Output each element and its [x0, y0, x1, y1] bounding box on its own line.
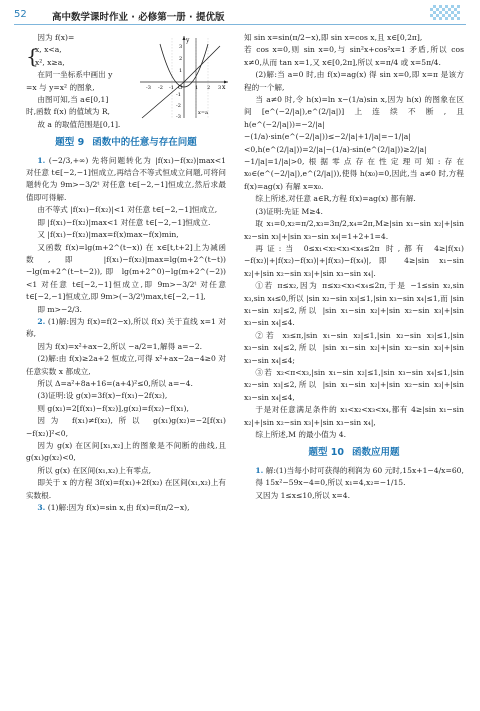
answer-paragraph: 于是对任意满足条件的 x₁<x₂<x₃<x₄,都有 4≥|sin x₁−sin x₂|+|sin x₂−sin x₃|+|sin x₃−sin x₄|,: [244, 405, 464, 427]
answer-paragraph: 取 x₁=0,x₂=π/2,x₃=3π/2,x₄=2π,M≥|sin x₁−sin x₂|+|sin x₂−sin x₃|+|sin x₃−sin x₄|=1+2+1=4.: [244, 219, 464, 241]
answer-text: (1)解:因为 f(x)=f(2−x),所以 f(x) 关于直线 x=1 对称,: [26, 316, 227, 339]
y-tick-label: 2: [179, 56, 183, 62]
answer-paragraph: ①若 π≤x₂,因为 π≤x₂<x₃<x₄≤2π,于是 −1≤sin x₂,sin x₃,sin x₄≤0,所以 |sin x₂−sin x₃|≤1,|sin x₃−sin x₄|≤1,而 |sin x₁−sin x₂|≤2,所以 |sin x₁−sin x₂|+|sin x₂−sin x₃|+|sin x₃−sin x₄|≤4.: [244, 281, 464, 328]
answer-paragraph: 又 |f(x₁)−f(x₂)|max=f(x)max−f(x)min,: [37, 230, 179, 240]
text-line: 因为 f(x)=: [37, 33, 75, 42]
question-number: 1.: [255, 465, 264, 475]
answer-paragraph: ③若 x₂<π<x₃,|sin x₁−sin x₂|≤1,|sin x₃−sin x₄|≤1,|sin x₂−sin x₃|≤2,所以 |sin x₁−sin x₂|+|sin x₂−sin x₃|+|sin x₃−sin x₄|≤4,: [244, 367, 464, 402]
text-line: 时,函数 f(x) 的值域为 R,: [26, 107, 110, 117]
question-number: 1.: [37, 155, 46, 165]
x-tick-label: 2: [207, 85, 211, 91]
answer-paragraph: [26, 502, 226, 514]
answer-paragraph: [244, 465, 464, 477]
answer-paragraph: 再证:当 0≤x₁<x₂<x₃<x₄≤2π 时,都有 4≥|f(x₁)−f(x₂)|+|f(x₂)−f(x₃)|+|f(x₃)−f(x₄)|,即 4≥|sin x₁−sin x₂|+|sin x₂−sin x₃|+|sin x₃−sin x₄|.: [244, 243, 464, 278]
brace: {: [26, 44, 39, 69]
answer-paragraph: 知 sin x=sin(π/2−x),即 sin x=cos x,且 x∈[0,2π],: [244, 33, 423, 42]
answer-paragraph: 得 15x²−59x−4=0,所以 x₁=4,x₂=−1/15.: [255, 478, 406, 488]
header-rule: [14, 24, 466, 25]
left-column: [26, 32, 226, 514]
text-line: 由图可知,当 a∈[0,1]: [37, 95, 109, 105]
x-tick-label: -1: [169, 85, 174, 91]
answer-paragraph: 所以 g(x) 在区间(x₁,x₂)上有零点,: [37, 465, 152, 475]
answer-paragraph: 因为 g(x) 在区间[x₁,x₂]上的图象是不间断的曲线,且 g(x₁)g(x₂)<0,: [26, 441, 226, 463]
answer-text: (1)解:因为 f(x)=sin x,由 f(x)=f(π/2−x),: [47, 503, 190, 513]
text-line: 在同一坐标系中画出 y: [37, 70, 113, 80]
section-label: 题型 9: [55, 137, 85, 149]
answer-paragraph: 综上所述,M 的最小值为 4.: [255, 430, 346, 439]
running-title: 高中数学课时作业 · 必修第一册 · 提优版: [52, 12, 225, 23]
y-tick-label: -3: [176, 114, 181, 120]
header-pattern-decoration: [430, 5, 460, 20]
y-tick-label: 1: [179, 68, 183, 74]
origin-label: O: [178, 85, 183, 91]
answer-paragraph: 又因为 1≤x≤10,所以 x=4.: [255, 490, 350, 500]
answer-paragraph: 即关于 x 的方程 3f(x)=f(x₁)+2f(x₂) 在区间(x₁,x₂)上有实数根.: [26, 478, 226, 500]
answer-paragraph: 综上所述,对任意 a∈R,方程 f(x)=ag(x) 都有解.: [255, 194, 416, 204]
question-number: 3.: [37, 503, 46, 513]
answer-paragraph: 若 cos x=0,则 sin x=0,与 sin²x+cos²x=1 矛盾,所以 cos x≠0,从而 tan x=1,又 x∈[0,2π],所以 x=π/4 或 x=5π/4.: [244, 45, 464, 67]
answer-text: (−2/3,+∞) 先将问题转化为 |f(x₁)−f(x₂)|max<1 对任意 t∈[−2,−1]恒成立,再结合不等式恒成立问题,可将问题转化为 9m>−3/2ᵗ 对任意 t∈[−2,−1]恒成立,然后求最值即可得解.: [26, 155, 226, 202]
x-tick-label: 3: [218, 85, 222, 91]
answer-paragraph: 当 a≠0 时,令 h(x)=ln x−(1/a)sin x,因为 h(x) 的图象在区间[e^(−2/|a|),e^(2/|a|)]上连续不断,且 h(e^(−2/|a|))=−2/|a|−(1/a)·sin(e^(−2/|a|))≤−2/|a|+1/|a|=−1/|a|<0,h(e^(2/|a|))=2/|a|−(1/a)·sin(e^(2/|a|))≥2/|a|−1/|a|=1/|a|>0,根据零点存在性定理可知:存在 x₀∈(e^(−2/|a|),e^(2/|a|)),使得 h(x₀)=0,因此,当 a≠0 时,方程 f(x)=ag(x) 有解 x=x₀.: [244, 95, 464, 191]
y-tick-label: -2: [176, 103, 181, 109]
text-line: 故 a 的取值范围是[0,1].: [37, 119, 121, 129]
section-title: 函数应用题: [352, 447, 400, 459]
case-line: x², x≥a,: [35, 57, 65, 67]
answer-paragraph: 则 g(x₁)=2[f(x₁)−f(x₂)],g(x₂)=f(x₂)−f(x₁),: [37, 403, 189, 413]
page-number: 52: [14, 9, 27, 20]
answer-paragraph: 由不等式 |f(x₁)−f(x₂)|<1 对任意 t∈[−2,−1]恒成立,: [37, 205, 218, 215]
answer-paragraph: 因为 f(x)=x²+ax−2,所以 −a/2=1,解得 a=−2.: [37, 341, 203, 351]
x-tick-label: -3: [146, 85, 151, 91]
answer-paragraph: (2)解:当 a=0 时,由 f(x)=ag(x) 得 sin x=0,即 x=π 是该方程的一个解,: [244, 70, 464, 92]
section-label: 题型 10: [308, 447, 344, 459]
y-tick-label: 3: [179, 44, 183, 50]
section-heading: [26, 137, 226, 149]
answer-paragraph: 即 m>−2/3.: [37, 304, 82, 314]
y-tick-label: -1: [176, 92, 181, 98]
x-axis-label: x: [222, 84, 226, 91]
answer-paragraph: 所以 Δ=a²+8a+16=(a+4)²≤0,所以 a=−4.: [37, 378, 193, 388]
question-number: 2.: [37, 316, 46, 326]
case-line: x, x<a,: [35, 45, 62, 55]
section-title: 函数中的任意与存在问题: [92, 137, 197, 149]
answer-paragraph: (3)证明:先证 M≥4.: [255, 206, 323, 216]
answer-paragraph: 又函数 f(x)=lg(m+2^(t−x)) 在 x∈[t,t+2]上为减函数,即 |f(x₁)−f(x₂)|max=lg(m+2^(t−t))−lg(m+2^(t−t−2)),即 lg(m+2^0)−lg(m+2^(−2))<1 对任意 t∈[−2,−1]恒成立,即 9m>−3/2ᵗ 对任意 t∈[−2,−1]恒成立,即 9m>(−3/2ᵗ)max,t∈[−2,−1],: [26, 242, 226, 302]
right-column: [244, 32, 464, 502]
x-tick-label: 1: [195, 85, 199, 91]
answer-paragraph: 即 |f(x₁)−f(x₂)|max<1 对任意 t∈[−2,−1]恒成立.: [37, 217, 211, 227]
answer-paragraph: [26, 155, 226, 205]
section-heading: [244, 447, 464, 459]
answer-paragraph: 因为 f(x₁)≠f(x₂),所以 g(x₁)g(x₂)=−2[f(x₁)−f(x₂)]²<0,: [26, 416, 226, 438]
page-header: [0, 0, 480, 28]
y-axis-label: y: [186, 37, 190, 44]
answer-text: 解:(1)当每小时可获得的利润为 60 元时,15x+1−4/x=60,: [265, 465, 464, 475]
answer-paragraph: [26, 316, 226, 341]
line-x-equals-a-label: x=a: [198, 110, 208, 116]
answer-paragraph: (2)解:由 f(x)≥2a+2 恒成立,可得 x²+ax−2a−4≥0 对任意实数 x 都成立,: [26, 354, 226, 376]
answer-paragraph: (3)证明:设 g(x)=3f(x)−f(x₁)−2f(x₂),: [37, 391, 168, 401]
answer-paragraph: ②若 x₃≤π,|sin x₁−sin x₂|≤1,|sin x₂−sin x₃|≤1,|sin x₃−sin x₄|≤2,所以 |sin x₁−sin x₂|+|sin x₂−sin x₃|+|sin x₃−sin x₄|≤4;: [244, 330, 464, 365]
piecewise-cases: [26, 44, 136, 69]
x-tick-label: -2: [158, 85, 163, 91]
text-line: =x 与 y=x² 的图象,: [26, 82, 95, 92]
